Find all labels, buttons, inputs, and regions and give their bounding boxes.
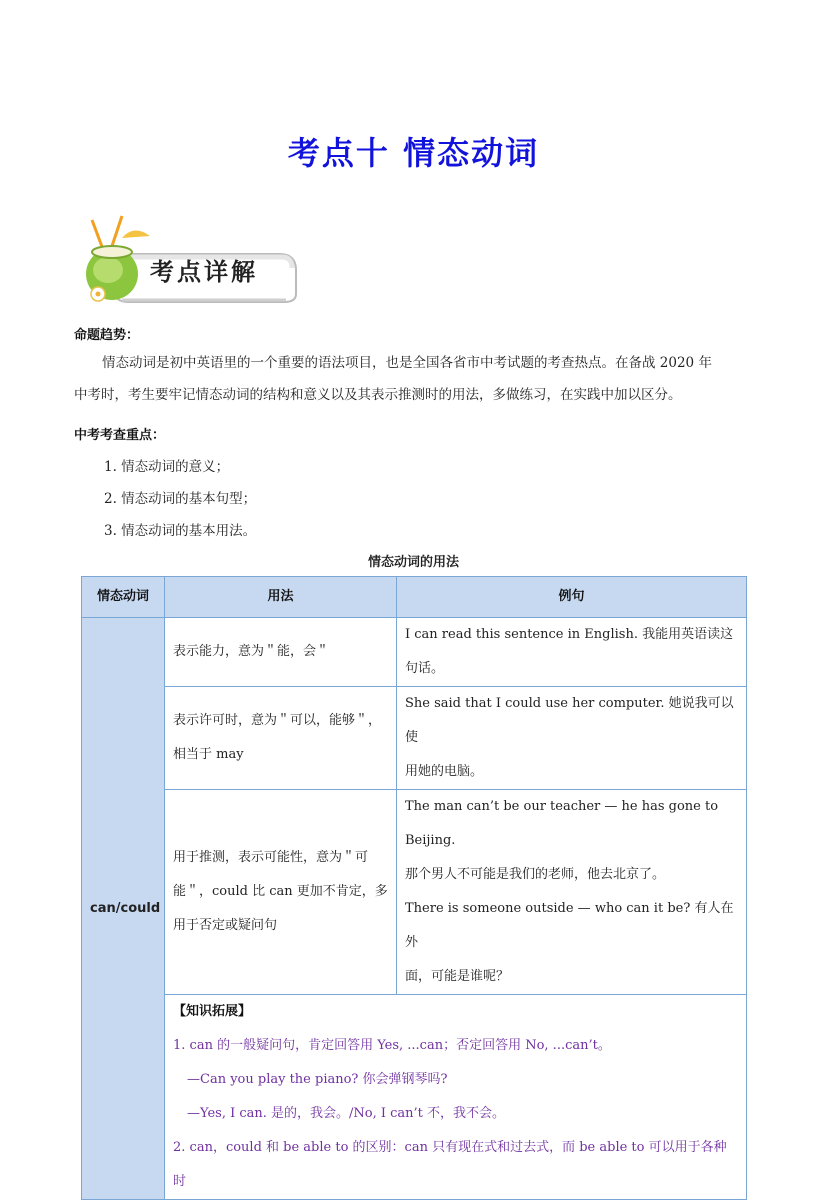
header-verb: 情态动词 xyxy=(82,577,165,618)
example-cell: I can read this sentence in English. 我能用英语读这 句话。 xyxy=(397,618,747,687)
usage-cell: 用于推测，表示可能性，意为＂可 能＂，could 比 can 更加不肯定，多 用于否定或疑问句 xyxy=(165,790,397,995)
example-cell: The man can’t be our teacher — he has gone to Beijing. 那个男人不可能是我们的老师，他去北京了。 There is someone outside — who can it be? 有人在外 面，可能是谁呢？ xyxy=(397,790,747,995)
table-header-row xyxy=(82,577,747,618)
modal-verbs-table xyxy=(81,576,747,1200)
page-title: 考点十 情态动词 xyxy=(287,134,540,172)
table-row xyxy=(82,687,747,790)
extension-heading: 【知识拓展】 xyxy=(173,1004,252,1019)
umbrella-icon xyxy=(122,230,150,238)
list-item: 2. 情态动词的基本句型； xyxy=(104,491,257,507)
trend-paragraph: 情态动词是初中英语里的一个重要的语法项目，也是全国各省市中考试题的考查热点。在备战 2020 年 中考时，考生要牢记情态动词的结构和意义以及其表示推测时的用法，多做练习，在实践中加以区分。 xyxy=(74,355,712,403)
list-item: 3. 情态动词的基本用法。 xyxy=(104,523,257,539)
header-usage: 用法 xyxy=(165,577,397,618)
table-row xyxy=(82,790,747,995)
extension-cell: 【知识拓展】 1. can 的一般疑问句，肯定回答用 Yes, ...can；否定回答用 No, ...can’t。 —Can you play the piano? 你会弹钢琴吗? —Yes, I can. 是的，我会。/No, I can’t 不，我不会。 2. can，could 和 be able to 的区别：can 只有现在式和过去式，而 be able to 可以用于各种时 xyxy=(165,995,747,1200)
focus-heading: 中考考查重点： xyxy=(74,428,166,443)
example-cell: She said that I could use her computer. 她说我可以使 用她的电脑。 xyxy=(397,687,747,790)
header-example: 例句 xyxy=(397,577,747,618)
usage-cell: 表示能力，意为＂能，会＂ xyxy=(165,618,397,687)
usage-cell: 表示许可时，意为＂可以，能够＂， 相当于 may xyxy=(165,687,397,790)
table-row xyxy=(82,618,747,687)
banner-title: 考点详解 xyxy=(150,257,258,286)
verb-cell: can/could xyxy=(82,618,165,1200)
list-item: 1. 情态动词的意义； xyxy=(104,459,230,475)
table-caption: 情态动词的用法 xyxy=(367,555,459,570)
trend-heading: 命题趋势： xyxy=(74,328,140,343)
